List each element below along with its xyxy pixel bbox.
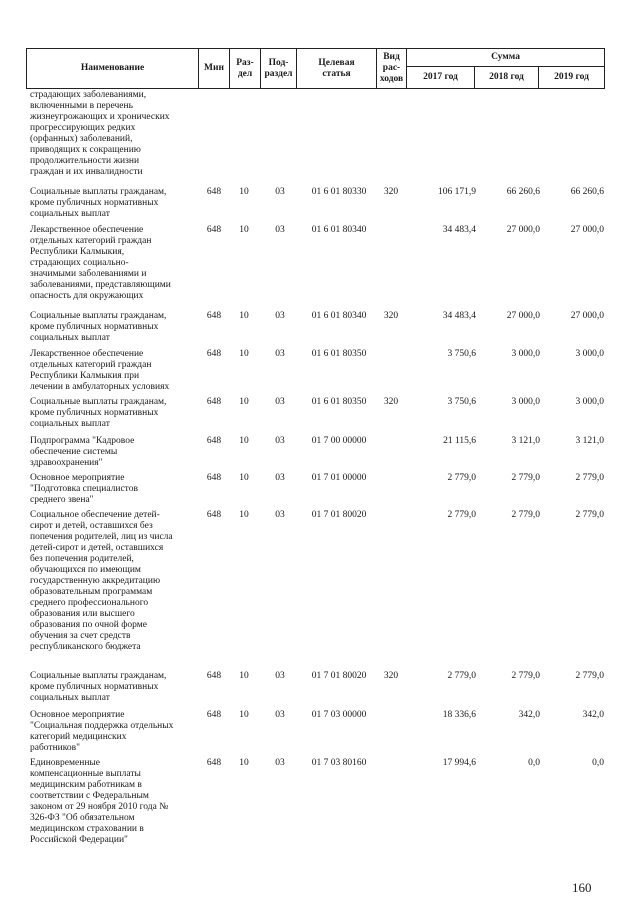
row-2017: 2 779,0 — [447, 671, 476, 681]
row-2019: 342,0 — [582, 710, 604, 720]
row-celevaya: 01 6 01 80340 — [311, 225, 367, 235]
row-razdel: 10 — [239, 710, 249, 720]
row-2018: 0,0 — [528, 758, 540, 768]
row-razdel: 10 — [239, 436, 249, 446]
row-name: Социальные выплаты гражданам, кроме публичных нормативных социальных выплат — [30, 397, 167, 429]
row-name: Подпрограмма "Кадровое обеспечение системы здравоохранения" — [30, 436, 135, 468]
row-min: 648 — [206, 225, 222, 235]
row-2019: 27 000,0 — [570, 225, 604, 235]
row-min: 648 — [206, 473, 222, 483]
row-2017: 21 115,6 — [443, 436, 476, 446]
row-razdel: 10 — [239, 510, 249, 520]
row-name: Лекарственное обеспечение отдельных категорий граждан Республики Калмыкия при лечении в амбулаторных условиях — [30, 349, 170, 392]
row-2019: 27 000,0 — [570, 311, 604, 321]
header-2018: 2018 год — [475, 67, 539, 89]
row-podrazdel: 03 — [275, 349, 285, 359]
row-vid: 320 — [383, 311, 399, 321]
row-2018: 3 000,0 — [511, 397, 540, 407]
row-2019: 2 779,0 — [575, 473, 604, 483]
row-razdel: 10 — [239, 758, 249, 768]
row-celevaya: 01 7 03 00000 — [311, 710, 367, 720]
header-name: Наименование — [27, 49, 199, 89]
row-podrazdel: 03 — [275, 397, 285, 407]
row-celevaya: 01 7 01 00000 — [311, 473, 367, 483]
row-min: 648 — [206, 187, 222, 197]
header-2019: 2019 год — [539, 67, 605, 89]
header-celevaya: Целевая статья — [297, 49, 377, 89]
row-min: 648 — [206, 758, 222, 768]
row-2018: 2 779,0 — [511, 671, 540, 681]
row-name: Социальные выплаты гражданам, кроме публичных нормативных социальных выплат — [30, 671, 167, 703]
row-min: 648 — [206, 671, 222, 681]
row-vid: 320 — [383, 187, 399, 197]
row-2018: 2 779,0 — [511, 473, 540, 483]
row-name: Единовременные компенсационные выплаты медицинским работникам в соответствии с Федеральным законом от 29 ноября 2010 года № 326-ФЗ "Об обязательном медицинском страховании в Российской Федерации" — [30, 758, 169, 845]
row-celevaya: 01 6 01 80350 — [311, 397, 367, 407]
row-2018: 2 779,0 — [511, 510, 540, 520]
row-2017: 34 483,4 — [442, 225, 476, 235]
row-min: 648 — [206, 349, 222, 359]
row-min: 648 — [206, 710, 222, 720]
row-name: Социальные выплаты гражданам, кроме публичных нормативных социальных выплат — [30, 311, 167, 343]
row-2017: 17 994,6 — [442, 758, 476, 768]
row-podrazdel: 03 — [275, 671, 285, 681]
header-vid: Вид рас- ходов — [377, 49, 407, 89]
row-celevaya: 01 6 01 80350 — [311, 349, 367, 359]
row-razdel: 10 — [239, 311, 249, 321]
row-podrazdel: 03 — [275, 187, 285, 197]
row-2017: 3 750,6 — [447, 397, 476, 407]
header-min: Мин — [199, 49, 230, 89]
row-2019: 66 260,6 — [570, 187, 604, 197]
row-razdel: 10 — [239, 225, 249, 235]
row-2018: 3 121,0 — [511, 436, 540, 446]
row-2018: 27 000,0 — [506, 311, 540, 321]
row-name: Основное мероприятие "Подготовка специалистов среднего звена" — [30, 473, 138, 505]
row-2019: 2 779,0 — [575, 671, 604, 681]
row-2018: 3 000,0 — [511, 349, 540, 359]
row-2017: 18 336,6 — [442, 710, 476, 720]
row-podrazdel: 03 — [275, 473, 285, 483]
row-2019: 3 000,0 — [575, 349, 604, 359]
row-2018: 342,0 — [518, 710, 540, 720]
row-2018: 27 000,0 — [506, 225, 540, 235]
row-podrazdel: 03 — [275, 311, 285, 321]
header-2017: 2017 год — [407, 67, 475, 89]
row-podrazdel: 03 — [275, 510, 285, 520]
row-2018: 66 260,6 — [506, 187, 540, 197]
row-2017: 3 750,6 — [447, 349, 476, 359]
row-min: 648 — [206, 510, 222, 520]
row-min: 648 — [206, 311, 222, 321]
row-podrazdel: 03 — [275, 225, 285, 235]
header-podrazdel: Под- раздел — [261, 49, 297, 89]
row-name: Социальные выплаты гражданам, кроме публичных нормативных социальных выплат — [30, 187, 167, 219]
row-2017: 2 779,0 — [447, 510, 476, 520]
row-celevaya: 01 7 01 80020 — [311, 510, 367, 520]
row-2019: 3 000,0 — [575, 397, 604, 407]
row-podrazdel: 03 — [275, 710, 285, 720]
row-vid: 320 — [383, 671, 399, 681]
row-name: Социальное обеспечение детей- сирот и детей, оставшихся без попечения родителей, лиц из числа детей-сирот и детей, оставшихся без попечения родителей, обучающихся по имеющим государственную аккредитацию образовательным программам среднего профессионального образования или высшего образования по очной форме обучения за счет средств республиканского бюджета — [30, 510, 173, 652]
row-razdel: 10 — [239, 349, 249, 359]
row-celevaya: 01 6 01 80340 — [311, 311, 367, 321]
row-vid: 320 — [383, 397, 399, 407]
page-number: 160 — [572, 880, 592, 895]
table-header — [26, 48, 605, 89]
row-2019: 3 121,0 — [575, 436, 604, 446]
row-celevaya: 01 7 01 80020 — [311, 671, 367, 681]
row-celevaya: 01 6 01 80330 — [311, 187, 367, 197]
row-2017: 34 483,4 — [442, 311, 476, 321]
row-razdel: 10 — [239, 473, 249, 483]
row-2019: 2 779,0 — [575, 510, 604, 520]
row-name: Лекарственное обеспечение отдельных категорий граждан Республики Калмыкия, страдающих социально- значимыми заболеваниями и заболеваниями, представляющими опасность для окружающих — [30, 225, 171, 301]
row-name: страдающих заболеваниями, включенными в перечень жизнеугрожающих и хронических прогрессирующих редких (орфанных) заболеваний, приводящих к сокращению продолжительности жизни граждан и их инвалидности — [30, 90, 170, 177]
row-2017: 106 171,9 — [438, 187, 476, 197]
row-razdel: 10 — [239, 397, 249, 407]
row-2017: 2 779,0 — [447, 473, 476, 483]
row-min: 648 — [206, 397, 222, 407]
header-razdel: Раз- дел — [230, 49, 261, 89]
row-razdel: 10 — [239, 671, 249, 681]
row-razdel: 10 — [239, 187, 249, 197]
header-summa: Сумма — [407, 49, 605, 67]
row-podrazdel: 03 — [275, 758, 285, 768]
row-celevaya: 01 7 00 00000 — [311, 436, 367, 446]
row-podrazdel: 03 — [275, 436, 285, 446]
row-celevaya: 01 7 03 80160 — [311, 758, 367, 768]
row-name: Основное мероприятие "Социальная поддержка отдельных категорий медицинских работников" — [30, 710, 174, 753]
row-2019: 0,0 — [592, 758, 604, 768]
row-min: 648 — [206, 436, 222, 446]
